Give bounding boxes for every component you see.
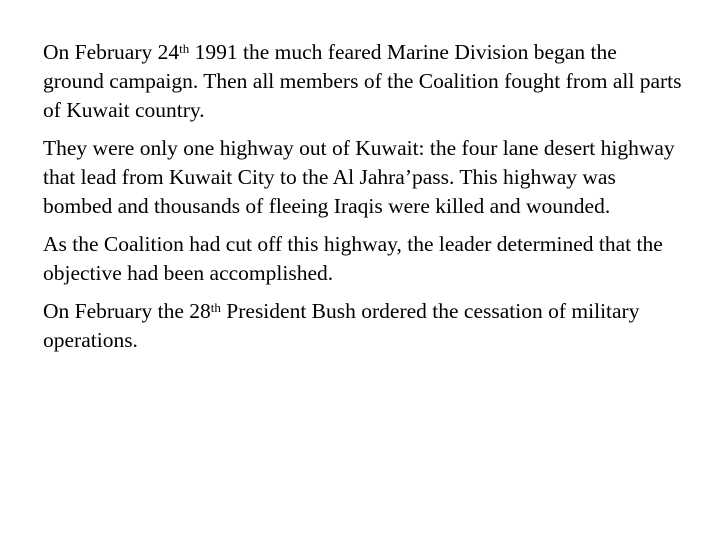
ordinal-suffix: th (210, 300, 221, 315)
paragraph-objective: As the Coalition had cut off this highway, the leader determined that the objective had been accomplished. (43, 232, 663, 285)
paragraph-text: President Bush ordered the cessation of military operations. (43, 299, 640, 352)
paragraph-text: 1991 the much feared Marine Division began the ground campaign. Then all members of the Coalition fought from all parts of Kuwait country. (43, 40, 682, 122)
paragraph-ground-campaign (43, 38, 683, 125)
paragraph-cessation (43, 297, 683, 355)
paragraph-text: On February the 28 (43, 299, 211, 323)
slide-body (43, 38, 683, 364)
ordinal-suffix: th (179, 41, 190, 56)
paragraph-highway: They were only one highway out of Kuwait: the four lane desert highway that lead from Kuwait City to the Al Jahra’pass. This highway was bombed and thousands of fleeing Iraqis were killed and wounded. (43, 136, 675, 218)
paragraph-text: On February 24 (43, 40, 180, 64)
